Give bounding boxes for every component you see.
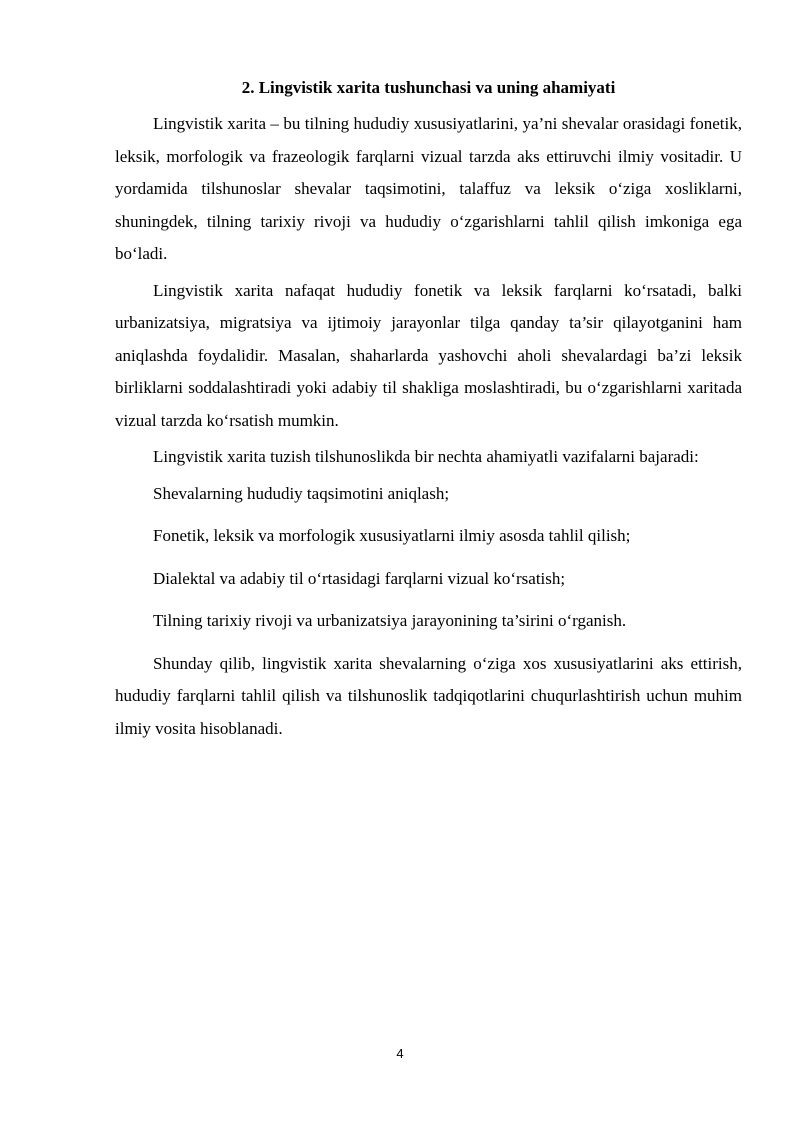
- paragraph-tasks-intro: Lingvistik xarita tuzish tilshunoslikda bir nechta ahamiyatli vazifalarni bajaradi:: [153, 447, 699, 466]
- list-item: Shevalarning hududiy taqsimotini aniqlash;: [153, 483, 450, 503]
- paragraph-conclusion: Shunday qilib, lingvistik xarita shevalarning o‘ziga xos xususiyatlarini aks ettirish, hududiy farqlarni tahlil qilish va tilshunoslik tadqiqotlarini chuqurlashtirish uchun muhim ilmiy vosita hisoblanadi.: [115, 653, 742, 738]
- page-content: [115, 72, 742, 749]
- list-item: Fonetik, leksik va morfologik xususiyatlarni ilmiy asosda tahlil qilish;: [153, 526, 631, 545]
- page-number: 4: [396, 1046, 404, 1061]
- section-heading: 2. Lingvistik xarita tushunchasi va uning ahamiyati: [241, 78, 616, 97]
- paragraph-usage: Lingvistik xarita nafaqat hududiy fonetik va leksik farqlarni ko‘rsatadi, balki urbanizatsiya, migratsiya va ijtimoiy jarayonlar tilga qanday ta’sir qilayotganini ham aniqlashda foydalidir. Masalan, shaharlarda yashovchi aholi shevalardagi ba’zi leksik birliklarni soddalashtiradi yoki adabiy til shakliga moslashtiradi, bu o‘zgarishlarni xaritada vizual tarzda ko‘rsatish mumkin.: [115, 280, 742, 430]
- list-item: Tilning tarixiy rivoji va urbanizatsiya jarayonining ta’sirini o‘rganish.: [153, 611, 627, 630]
- paragraph-definition: Lingvistik xarita – bu tilning hududiy xususiyatlarini, ya’ni shevalar orasidagi fonetik, leksik, morfologik va frazeologik farqlarni vizual tarzda aks ettiruvchi ilmiy vositadir. U yordamida tilshunoslar shevalar taqsimotini, talaffuz va leksik o‘ziga xosliklarni, shuningdek, tilning tarixiy rivoji va hududiy o‘zgarishlarni tahlil qilish imkoniga ega bo‘ladi.: [115, 114, 742, 263]
- list-item: Dialektal va adabiy til o‘rtasidagi farqlarni vizual ko‘rsatish;: [153, 568, 566, 588]
